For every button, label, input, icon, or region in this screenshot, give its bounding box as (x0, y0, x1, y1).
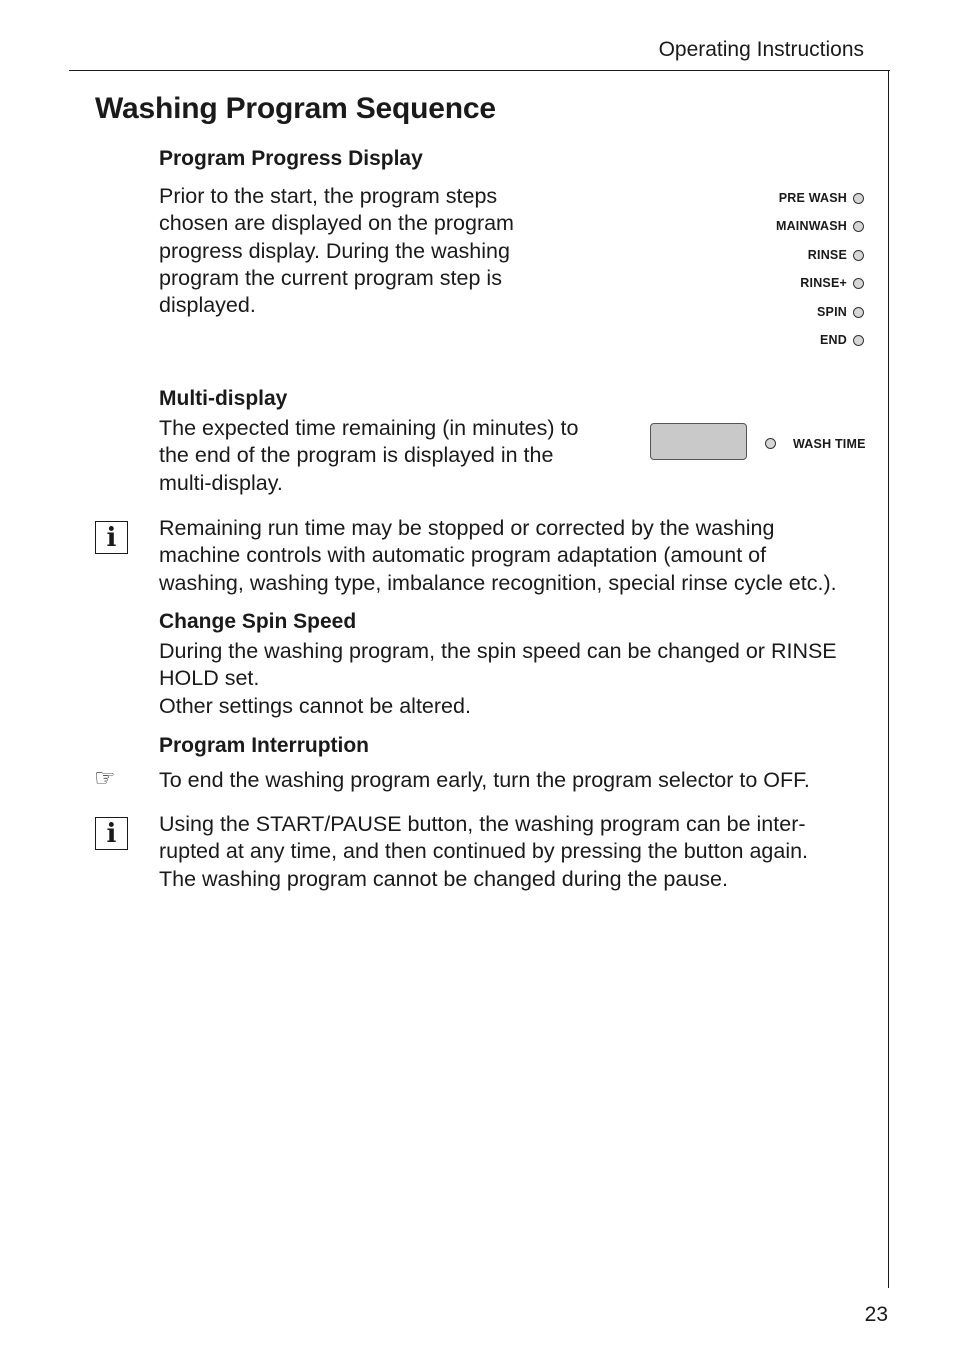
interruption-heading: Program Interruption (159, 734, 370, 757)
led-icon (853, 250, 864, 261)
led-icon (853, 335, 864, 346)
multi-display-screen (650, 423, 747, 460)
indicator-spin (817, 302, 864, 322)
indicator-label: MAINWASH (775, 219, 847, 233)
info-icon: i (95, 521, 128, 554)
indicator-label: RINSE+ (800, 276, 847, 290)
page-title: Washing Program Sequence (95, 92, 496, 125)
indicator-label: PRE WASH (778, 191, 847, 205)
indicator-rinse (808, 245, 864, 265)
indicator-label: SPIN (817, 305, 847, 319)
spin-speed-text: During the washing program, the spin speed can be changed or RINSE HOLD set. Other settings cannot be altered. (159, 639, 837, 718)
interruption-note: Using the START/PAUSE button, the washing program can be inter- rupted at any time, and then continued by pressing the button again. The washing program cannot be changed during the pause. (159, 812, 809, 891)
wash-time-label: WASH TIME (793, 437, 866, 451)
led-icon (853, 307, 864, 318)
multi-display-heading: Multi-display (159, 387, 288, 410)
header-rule (69, 70, 890, 71)
progress-display-text: Prior to the start, the program steps chosen are displayed on the program progress display. During the washing program the current program step is displayed. (159, 184, 514, 318)
running-header: Operating Instructions (658, 38, 864, 61)
led-icon (853, 193, 864, 204)
margin-rule (888, 70, 889, 1288)
led-icon (853, 278, 864, 289)
page-number: 23 (864, 1303, 888, 1326)
indicator-pre-wash (779, 188, 864, 208)
progress-display-heading: Program Progress Display (159, 147, 423, 170)
indicator-end (820, 330, 864, 350)
led-icon (853, 221, 864, 232)
indicator-label: END (820, 333, 847, 347)
runtime-note: Remaining run time may be stopped or corrected by the washing machine controls with automatic program adaptation (amount of washing, washing type, imbalance recognition, special rinse cycle etc.). (159, 516, 837, 595)
indicator-rinse-plus (800, 273, 864, 293)
indicator-mainwash (776, 216, 864, 236)
pointing-hand-icon: ☞ (94, 764, 116, 792)
spin-speed-heading: Change Spin Speed (159, 610, 357, 633)
interruption-instruction: To end the washing program early, turn the program selector to OFF. (159, 768, 810, 792)
indicator-label: RINSE (807, 248, 847, 262)
multi-display-text: The expected time remaining (in minutes) to the end of the program is displayed in the multi-display. (159, 416, 579, 495)
info-icon: i (95, 817, 128, 850)
led-icon (765, 438, 776, 449)
